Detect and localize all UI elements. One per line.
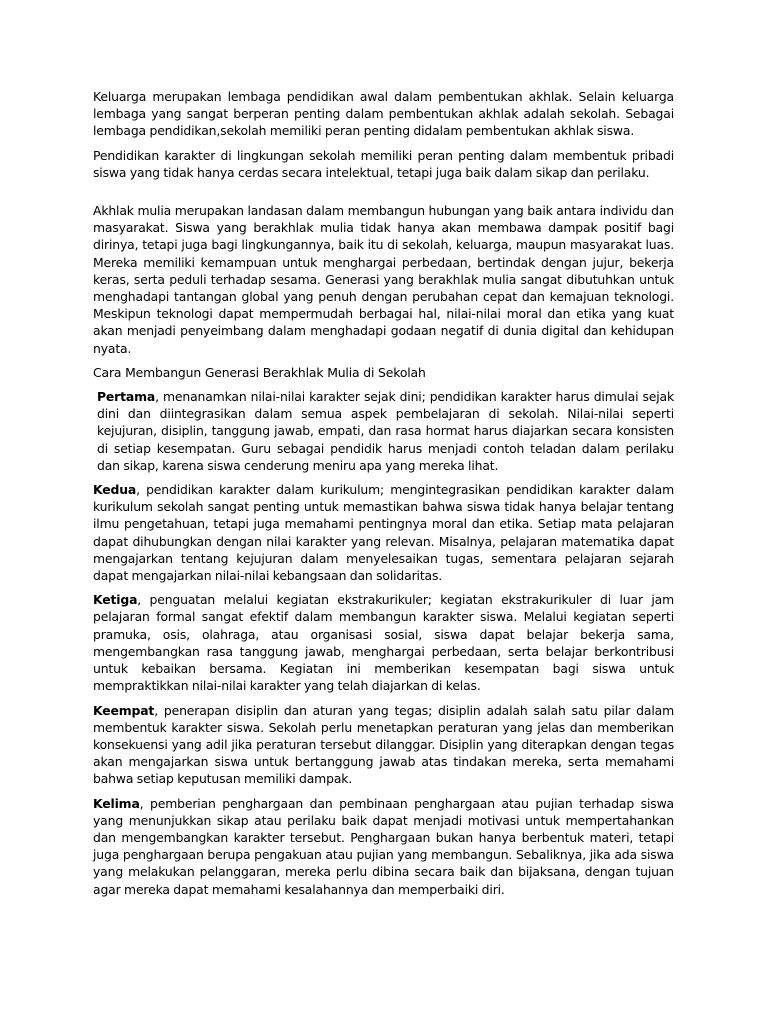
item-lead-2: Kedua xyxy=(93,482,137,498)
item-paragraph-1 xyxy=(93,388,674,474)
item-paragraph-4 xyxy=(93,702,674,788)
item-text-3: , penguatan melalui kegiatan ekstrakurikuler; kegiatan ekstrakurikuler di luar jam pelajaran formal sangat efektif dalam membangun karakter siswa. Melalui kegiatan seperti pramuka, osis, olahraga, atau organisasi sosial, siswa dapat belajar bekerja sama, mengembangkan rasa tanggung jawab, menghargai perbedaan, serta belajar berkontribusi untuk kebaikan bersama. Kegiatan ini memberikan kesempatan bagi siswa untuk mempraktikkan nilai-nilai karakter yang telah diajarkan di kelas. xyxy=(93,592,674,694)
item-lead-4: Keempat xyxy=(93,702,155,718)
item-paragraph-3 xyxy=(93,591,674,694)
item-paragraph-5 xyxy=(93,795,674,898)
intro-paragraph: Keluarga merupakan lembaga pendidikan awal dalam pembentukan akhlak. Selain keluarga lembaga yang sangat berperan penting dalam pembentukan akhlak adalah sekolah. Sebagai lembaga pendidikan,sekolah memiliki peran penting didalam pembentukan akhlak siswa. xyxy=(93,89,674,139)
item-lead-1: Pertama xyxy=(97,389,156,405)
item-lead-3: Ketiga xyxy=(93,592,138,608)
character-education-paragraph: Pendidikan karakter di lingkungan sekolah memiliki peran penting dalam membentuk pribadi siswa yang tidak hanya cerdas secara intelektual, tetapi juga baik dalam sikap dan perilaku. xyxy=(93,147,674,180)
item-text-1: , menanamkan nilai-nilai karakter sejak dini; pendidikan karakter harus dimulai sejak dini dan diintegrasikan dalam semua aspek pembelajaran di sekolah. Nilai-nilai seperti kejujuran, disiplin, tanggung jawab, empati, dan rasa hormat harus diajarkan secara konsisten di setiap kesempatan. Guru sebagai pendidik harus menjadi contoh teladan dalam perilaku dan sikap, karena siswa cenderung meniru apa yang mereka lihat. xyxy=(97,389,674,473)
noble-character-paragraph: Akhlak mulia merupakan landasan dalam membangun hubungan yang baik antara individu dan masyarakat. Siswa yang berakhlak mulia tidak hanya akan membawa dampak positif bagi dirinya, tetapi juga bagi lingkungannya, baik itu di sekolah, keluarga, maupun masyarakat luas. Mereka memiliki kemampuan untuk menghargai perbedaan, bertindak dengan jujur, bekerja keras, serta peduli terhadap sesama. Generasi yang berakhlak mulia sangat dibutuhkan untuk menghadapi tantangan global yang penuh dengan perubahan cepat dan kemajuan teknologi. Meskipun teknologi dapat mempermudah berbagai hal, nilai-nilai moral dan etika yang kuat akan menjadi penyeimbang dalam menghadapi godaan negatif di dunia digital dan kehidupan nyata. xyxy=(93,203,674,356)
section-heading: Cara Membangun Generasi Berakhlak Mulia di Sekolah xyxy=(93,364,426,380)
item-text-2: , pendidikan karakter dalam kurikulum; mengintegrasikan pendidikan karakter dalam kurikulum sekolah sangat penting untuk memastikan bahwa siswa tidak hanya belajar tentang ilmu pengetahuan, tetapi juga memahami pentingnya moral dan etika. Setiap mata pelajaran dapat dihubungkan dengan nilai karakter yang relevan. Misalnya, pelajaran matematika dapat mengajarkan tentang kejujuran dalam menyelesaikan tugas, sementara pelajaran sejarah dapat mengajarkan nilai-nilai kebangsaan dan solidaritas. xyxy=(93,482,674,584)
item-text-4: , penerapan disiplin dan aturan yang tegas; disiplin adalah salah satu pilar dalam membentuk karakter siswa. Sekolah perlu menetapkan peraturan yang jelas dan memberikan konsekuensi yang adil jika peraturan tersebut dilanggar. Disiplin yang diterapkan dengan tegas akan mengajarkan siswa untuk bertanggung jawab atas tindakan mereka, serta memahami bahwa setiap keputusan memiliki dampak. xyxy=(93,702,674,787)
item-text-5: , pemberian penghargaan dan pembinaan penghargaan atau pujian terhadap siswa yang menunjukkan sikap atau perilaku baik dapat menjadi motivasi untuk mempertahankan dan mengembangkan karakter tersebut. Penghargaan bukan hanya berbentuk materi, tetapi juga penghargaan berupa pengakuan atau pujian yang membangun. Sebaliknya, jika ada siswa yang melakukan pelanggaran, mereka perlu dibina secara baik dan bijaksana, dengan tujuan agar mereka dapat memahami kesalahannya dan memperbaiki diri. xyxy=(93,795,674,897)
item-paragraph-2 xyxy=(93,481,674,584)
item-lead-5: Kelima xyxy=(93,795,140,811)
document-page xyxy=(93,88,674,898)
